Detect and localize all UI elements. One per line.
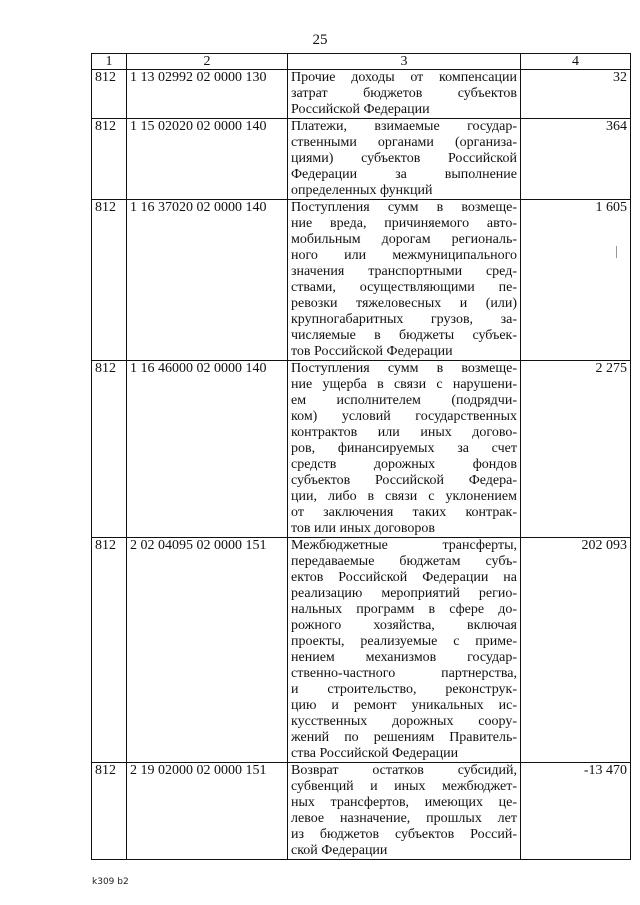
description-line: ции, либо в связи с уклонением — [291, 489, 517, 504]
table-row — [92, 538, 631, 763]
column-header-1: 1 — [92, 54, 127, 70]
description-line: ком) условий государственных — [291, 409, 517, 424]
column-header-4: 4 — [521, 54, 631, 70]
description-line: затрат бюджетов субъектов — [291, 86, 517, 101]
amount-cell: 2 275 — [521, 361, 631, 538]
chapter-code-cell: 812 — [92, 70, 127, 119]
description-line: ственно-частного партнерства, — [291, 666, 517, 681]
description-line: передаваемые бюджетам субъ- — [291, 554, 517, 569]
description-line: Поступления сумм в возмеще- — [291, 200, 517, 215]
description-line: Российской Федерации — [291, 102, 430, 117]
table-row — [92, 200, 631, 361]
description-cell — [288, 119, 521, 200]
description-line: циями) субъектов Российской — [291, 151, 517, 166]
chapter-code-cell: 812 — [92, 119, 127, 200]
description-line: реализацию мероприятий регио- — [291, 586, 517, 601]
table-header — [92, 54, 631, 70]
description-line: цию и ремонт уникальных ис- — [291, 698, 517, 713]
description-cell — [288, 763, 521, 860]
table-row — [92, 70, 631, 119]
table-row — [92, 361, 631, 538]
description-line: кусственных дорожных соору- — [291, 714, 517, 729]
description-line: ного или межмуниципального — [291, 248, 517, 263]
description-line: ской Федерации — [291, 843, 388, 858]
description-line: контрактов или иных догово- — [291, 425, 517, 440]
description-line: значения транспортными сред- — [291, 264, 517, 279]
column-header-2: 2 — [127, 54, 288, 70]
amount-cell: 202 093 — [521, 538, 631, 763]
revenue-code-cell: 1 15 02020 02 0000 140 — [127, 119, 288, 200]
revenue-code-cell: 1 16 37020 02 0000 140 — [127, 200, 288, 361]
description-line: ствами, осуществляющими пе- — [291, 280, 517, 295]
description-line: средств дорожных фондов — [291, 457, 517, 472]
description-line: ров, финансируемых за счет — [291, 441, 517, 456]
description-cell — [288, 538, 521, 763]
description-line: Межбюджетные трансферты, — [291, 538, 517, 553]
description-line: субвенций и иных межбюджет- — [291, 779, 517, 794]
description-line: и строительство, реконструк- — [291, 682, 517, 697]
description-cell — [288, 361, 521, 538]
description-line: субъектов Российской Федера- — [291, 473, 517, 488]
amount-cell: 32 — [521, 70, 631, 119]
description-line: ние вреда, причиняемого авто- — [291, 216, 517, 231]
footer-mark: k309 b2 — [92, 877, 129, 887]
description-line: крупногабаритных грузов, за- — [291, 312, 517, 327]
description-line: от заключения таких контрак- — [291, 505, 517, 520]
revenue-code-cell: 1 16 46000 02 0000 140 — [127, 361, 288, 538]
revenue-code-cell: 1 13 02992 02 0000 130 — [127, 70, 288, 119]
revenue-code-cell: 2 02 04095 02 0000 151 — [127, 538, 288, 763]
description-line: ектов Российской Федерации на — [291, 570, 517, 585]
chapter-code-cell: 812 — [92, 763, 127, 860]
description-line: тов Российской Федерации — [291, 344, 453, 359]
description-line: нением механизмов государ- — [291, 650, 517, 665]
description-line: числяемые в бюджеты субъек- — [291, 328, 517, 343]
chapter-code-cell: 812 — [92, 200, 127, 361]
revenue-code-cell: 2 19 02000 02 0000 151 — [127, 763, 288, 860]
description-line: ревозки тяжеловесных и (или) — [291, 296, 517, 311]
table-body — [92, 70, 631, 860]
description-line: проекты, реализуемые с приме- — [291, 634, 517, 649]
amount-cell: 1 605 — [521, 200, 631, 361]
description-line: нальных программ в сфере до- — [291, 602, 517, 617]
table-row — [92, 119, 631, 200]
description-line: ем исполнителем (подрядчи- — [291, 393, 517, 408]
description-line: Возврат остатков субсидий, — [291, 763, 517, 778]
description-line: жений по решениям Правитель- — [291, 730, 517, 745]
description-line: мобильным дорогам региональ- — [291, 232, 517, 247]
description-line: ных трансфертов, имеющих це- — [291, 795, 517, 810]
description-line: из бюджетов субъектов Россий- — [291, 827, 517, 842]
description-line: левое назначение, прошлых лет — [291, 811, 517, 826]
chapter-code-cell: 812 — [92, 538, 127, 763]
description-cell — [288, 200, 521, 361]
description-line: определенных функций — [291, 183, 433, 198]
column-header-3: 3 — [288, 54, 521, 70]
margin-mark — [616, 246, 617, 258]
page-number: 25 — [312, 32, 328, 48]
description-line: Федерации за выполнение — [291, 167, 517, 182]
budget-revenue-table — [91, 53, 631, 860]
chapter-code-cell: 812 — [92, 361, 127, 538]
description-line: ственными органами (организа- — [291, 135, 517, 150]
description-line: Платежи, взимаемые государ- — [291, 119, 517, 134]
description-line: ние ущерба в связи с нарушени- — [291, 377, 517, 392]
table-row — [92, 763, 631, 860]
description-line: тов или иных договоров — [291, 521, 436, 536]
description-line: Прочие доходы от компенсации — [291, 70, 517, 85]
description-line: Поступления сумм в возмеще- — [291, 361, 517, 376]
description-line: ства Российской Федерации — [291, 746, 459, 761]
amount-cell: 364 — [521, 119, 631, 200]
amount-cell: -13 470 — [521, 763, 631, 860]
description-line: рожного хозяйства, включая — [291, 618, 517, 633]
description-cell — [288, 70, 521, 119]
